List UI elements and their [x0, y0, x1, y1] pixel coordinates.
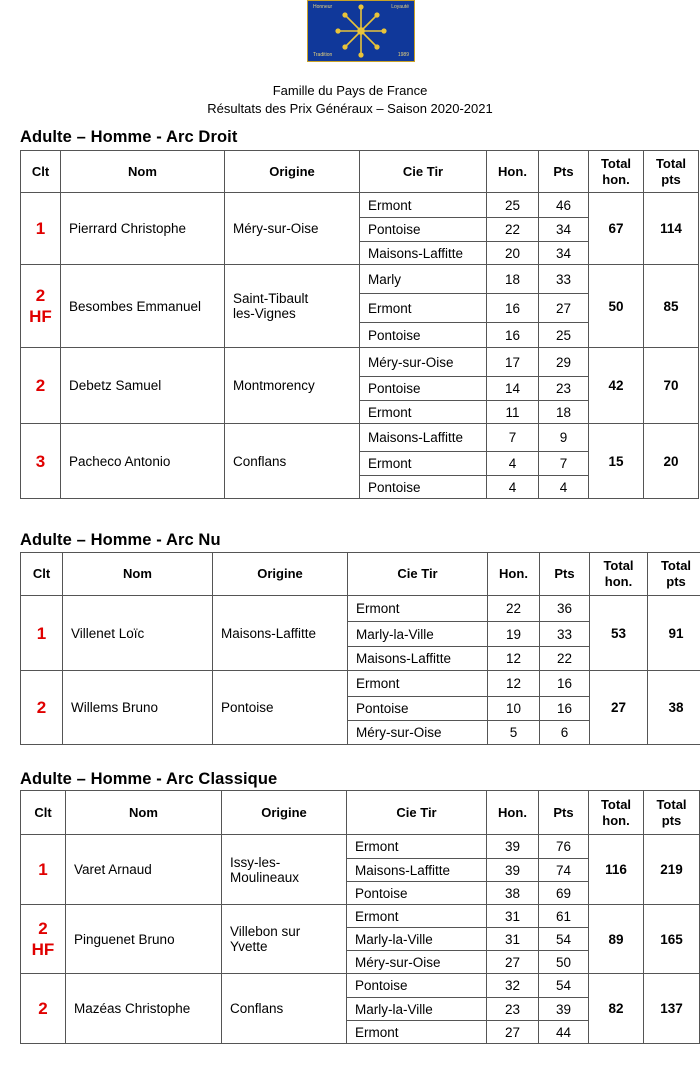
rank-cell	[21, 193, 61, 265]
archer-name: Willems Bruno	[63, 671, 213, 745]
hon-cell: 12	[488, 647, 540, 671]
origin-line: Méry-sur-Oise	[233, 221, 319, 236]
pts-cell: 9	[539, 424, 589, 452]
archer-origin	[222, 835, 347, 905]
origin-line: Villebon sur	[230, 924, 301, 939]
pts-cell: 74	[539, 859, 589, 882]
total-pts-cell: 85	[644, 265, 699, 348]
origin-line: Saint-Tibault	[233, 291, 309, 306]
archer-origin	[213, 671, 348, 745]
section-title: Adulte – Homme - Arc Nu	[20, 531, 221, 549]
total-hon-cell: 116	[589, 835, 644, 905]
logo-text-year: 1989	[397, 52, 409, 58]
pts-cell: 44	[539, 1021, 589, 1044]
rank-cell	[21, 835, 66, 905]
rank-label: 1	[36, 623, 47, 643]
hon-cell: 7	[487, 424, 539, 452]
hon-cell: 38	[487, 882, 539, 905]
header-line: Total	[600, 796, 632, 812]
total-hon-cell: 50	[589, 265, 644, 348]
logo-text-tradition: Tradition	[313, 52, 333, 58]
section-title: Adulte – Homme - Arc Classique	[20, 770, 278, 788]
rank-label: 2	[35, 286, 46, 305]
rank-label: HF	[29, 307, 52, 326]
total-hon-cell: 42	[589, 348, 644, 424]
pts-cell: 23	[539, 377, 589, 401]
rank-label: 2	[36, 698, 47, 717]
club-logo	[307, 0, 415, 62]
archer-name: Mazéas Christophe	[66, 974, 222, 1044]
company-cell: Ermont	[347, 905, 487, 928]
header-season-title: Résultats des Prix Généraux – Saison 2020-2021	[207, 101, 493, 116]
column-header-cie-tir: Cie Tir	[360, 151, 487, 193]
pts-cell: 69	[539, 882, 589, 905]
column-header-origine: Origine	[225, 151, 360, 193]
company-cell: Méry-sur-Oise	[360, 348, 487, 377]
hon-cell: 27	[487, 951, 539, 974]
company-cell: Marly	[360, 265, 487, 294]
company-cell: Marly-la-Ville	[347, 928, 487, 951]
pts-cell: 7	[539, 452, 589, 476]
company-cell: Ermont	[360, 294, 487, 323]
column-header-total-pts	[648, 553, 700, 596]
header-line: Total	[656, 796, 687, 812]
rank-label: 1	[35, 219, 46, 238]
pts-cell: 25	[539, 323, 589, 348]
column-header-pts: Pts	[540, 553, 590, 596]
rank-cell	[21, 905, 66, 974]
hon-cell: 14	[487, 377, 539, 401]
hon-cell: 10	[488, 697, 540, 721]
rank-cell	[21, 974, 66, 1044]
column-header-cie-tir: Cie Tir	[347, 791, 487, 835]
total-hon-cell: 89	[589, 905, 644, 974]
pts-cell: 54	[539, 928, 589, 951]
company-cell: Maisons-Laffitte	[347, 859, 487, 882]
rank-label: 2	[38, 919, 48, 938]
total-pts-cell: 91	[648, 596, 700, 671]
hon-cell: 18	[487, 265, 539, 294]
archer-origin	[213, 596, 348, 671]
origin-line: Montmorency	[233, 378, 315, 393]
column-header-total-hon	[590, 553, 648, 596]
hon-cell: 39	[487, 835, 539, 859]
column-header-clt: Clt	[21, 791, 66, 835]
hon-cell: 5	[488, 721, 540, 745]
company-cell: Ermont	[347, 835, 487, 859]
company-cell: Pontoise	[360, 323, 487, 348]
table-row	[21, 671, 700, 697]
header-line: hon.	[602, 171, 630, 187]
total-hon-cell: 27	[590, 671, 648, 745]
pts-cell: 34	[539, 218, 589, 242]
results-table	[20, 790, 700, 1044]
pts-cell: 61	[539, 905, 589, 928]
origin-line: Yvette	[230, 939, 268, 954]
archer-name: Besombes Emmanuel	[61, 265, 225, 348]
results-table	[20, 150, 699, 499]
company-cell: Pontoise	[348, 697, 488, 721]
hon-cell: 16	[487, 323, 539, 348]
origin-line: Pontoise	[221, 700, 274, 715]
archer-origin	[225, 193, 360, 265]
total-hon-cell: 82	[589, 974, 644, 1044]
company-cell: Marly-la-Ville	[347, 998, 487, 1021]
hon-cell: 23	[487, 998, 539, 1021]
hon-cell: 22	[488, 596, 540, 622]
hon-cell: 22	[487, 218, 539, 242]
hon-cell: 17	[487, 348, 539, 377]
company-cell: Méry-sur-Oise	[347, 951, 487, 974]
logo-text-loyaute: Loyauté	[391, 4, 409, 10]
table-row	[21, 974, 700, 998]
rank-cell	[21, 265, 61, 348]
hon-cell: 20	[487, 242, 539, 265]
hon-cell: 19	[488, 622, 540, 647]
archer-origin	[225, 348, 360, 424]
header-line: Total	[603, 558, 634, 573]
column-header-nom: Nom	[63, 553, 213, 596]
origin-line: Issy-les-	[230, 854, 281, 870]
company-cell: Maisons-Laffitte	[360, 424, 487, 452]
column-header-hon: Hon.	[488, 553, 540, 596]
column-header-clt: Clt	[21, 151, 61, 193]
hon-cell: 4	[487, 476, 539, 499]
column-header-total-pts	[644, 151, 699, 193]
total-pts-cell: 114	[644, 193, 699, 265]
hon-cell: 11	[487, 401, 539, 424]
column-header-hon: Hon.	[487, 791, 539, 835]
hon-cell: 27	[487, 1021, 539, 1044]
company-cell: Pontoise	[360, 377, 487, 401]
pts-cell: 54	[539, 974, 589, 998]
company-cell: Ermont	[348, 671, 488, 697]
origin-line: Moulineaux	[230, 869, 300, 885]
archer-name: Villenet Loïc	[63, 596, 213, 671]
hon-cell: 39	[487, 859, 539, 882]
company-cell: Ermont	[348, 596, 488, 622]
company-cell: Maisons-Laffitte	[360, 242, 487, 265]
header-line: hon.	[604, 574, 633, 589]
total-pts-cell: 137	[644, 974, 700, 1044]
pts-cell: 34	[539, 242, 589, 265]
company-cell: Pontoise	[360, 476, 487, 499]
archer-name: Varet Arnaud	[66, 835, 222, 905]
header-line: hon.	[602, 812, 630, 828]
archer-name: Pinguenet Bruno	[66, 905, 222, 974]
header-organisation: Famille du Pays de France	[272, 83, 428, 98]
hon-cell: 32	[487, 974, 539, 998]
origin-line: Maisons-Laffitte	[221, 625, 317, 641]
pts-cell: 6	[540, 721, 590, 745]
column-header-nom: Nom	[61, 151, 225, 193]
origin-line: Conflans	[233, 453, 287, 469]
hon-cell: 31	[487, 928, 539, 951]
rank-cell	[21, 348, 61, 424]
rank-cell	[21, 596, 63, 671]
column-header-total-pts	[644, 791, 700, 835]
company-cell: Pontoise	[347, 974, 487, 998]
hon-cell: 4	[487, 452, 539, 476]
hon-cell: 25	[487, 193, 539, 218]
pts-cell: 18	[539, 401, 589, 424]
hon-cell: 12	[488, 671, 540, 697]
company-cell: Ermont	[360, 193, 487, 218]
column-header-nom: Nom	[66, 791, 222, 835]
total-pts-cell: 20	[644, 424, 699, 499]
company-cell: Méry-sur-Oise	[348, 721, 488, 745]
table-row	[21, 596, 700, 622]
column-header-cie-tir: Cie Tir	[348, 553, 488, 596]
header-row	[21, 791, 700, 835]
rank-cell	[21, 671, 63, 745]
results-table	[20, 552, 700, 745]
archer-origin	[222, 974, 347, 1044]
hon-cell: 31	[487, 905, 539, 928]
pts-cell: 27	[539, 294, 589, 323]
header-line: pts	[661, 812, 682, 828]
header-line: pts	[666, 574, 686, 589]
pts-cell: 22	[540, 647, 590, 671]
company-cell: Pontoise	[347, 882, 487, 905]
pts-cell: 33	[540, 622, 590, 647]
archer-origin	[225, 424, 360, 499]
total-hon-cell: 15	[589, 424, 644, 499]
company-cell: Marly-la-Ville	[348, 622, 488, 647]
table-row	[21, 424, 699, 452]
total-pts-cell: 219	[644, 835, 700, 905]
pts-cell: 50	[539, 951, 589, 974]
pts-cell: 46	[539, 193, 589, 218]
table-row	[21, 193, 699, 218]
pts-cell: 76	[539, 835, 589, 859]
company-cell: Ermont	[360, 452, 487, 476]
table-row	[21, 348, 699, 377]
rank-label: 1	[38, 860, 48, 879]
column-header-pts: Pts	[539, 151, 589, 193]
section-title: Adulte – Homme - Arc Droit	[20, 128, 238, 146]
column-header-clt: Clt	[21, 553, 63, 596]
total-pts-cell: 38	[648, 671, 700, 745]
column-header-total-hon	[589, 791, 644, 835]
pts-cell: 4	[539, 476, 589, 499]
column-header-origine: Origine	[222, 791, 347, 835]
column-header-hon: Hon.	[487, 151, 539, 193]
total-pts-cell: 165	[644, 905, 700, 974]
pts-cell: 16	[540, 697, 590, 721]
pts-cell: 29	[539, 348, 589, 377]
hon-cell: 16	[487, 294, 539, 323]
header-line: pts	[661, 171, 681, 187]
table-row	[21, 265, 699, 294]
company-cell: Maisons-Laffitte	[348, 647, 488, 671]
pts-cell: 36	[540, 596, 590, 622]
total-pts-cell: 70	[644, 348, 699, 424]
pts-cell: 39	[539, 998, 589, 1021]
column-header-pts: Pts	[539, 791, 589, 835]
rank-label: 2	[35, 376, 46, 395]
company-cell: Ermont	[360, 401, 487, 424]
header-row	[21, 151, 699, 193]
column-header-total-hon	[589, 151, 644, 193]
pts-cell: 33	[539, 265, 589, 294]
logo-text-honneur: Honneur	[313, 4, 333, 10]
rank-label: HF	[31, 940, 55, 959]
origin-line: les-Vignes	[233, 306, 296, 321]
archer-name: Pacheco Antonio	[61, 424, 225, 499]
archer-origin	[225, 265, 360, 348]
rank-label: 3	[35, 451, 46, 471]
header-line: Total	[600, 155, 632, 171]
header-line: Total	[660, 558, 692, 573]
rank-label: 2	[38, 999, 48, 1018]
company-cell: Pontoise	[360, 218, 487, 242]
origin-line: Conflans	[230, 1001, 284, 1016]
total-hon-cell: 67	[589, 193, 644, 265]
archer-origin	[222, 905, 347, 974]
archer-name: Pierrard Christophe	[61, 193, 225, 265]
company-cell: Ermont	[347, 1021, 487, 1044]
rank-cell	[21, 424, 61, 499]
column-header-origine: Origine	[213, 553, 348, 596]
table-row	[21, 835, 700, 859]
header-row	[21, 553, 700, 596]
table-row	[21, 905, 700, 928]
pts-cell: 16	[540, 671, 590, 697]
archer-name: Debetz Samuel	[61, 348, 225, 424]
total-hon-cell: 53	[590, 596, 648, 671]
header-line: Total	[655, 155, 687, 171]
